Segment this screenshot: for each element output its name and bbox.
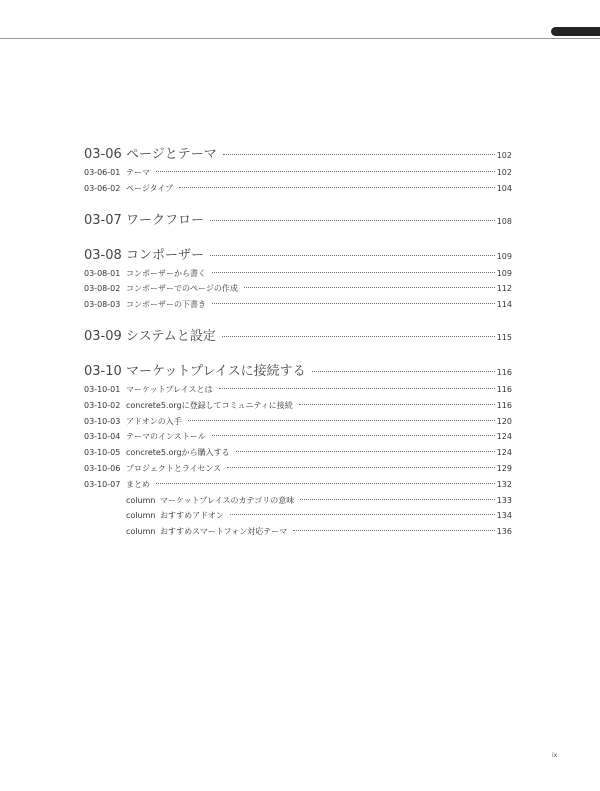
dot-leader — [210, 255, 495, 256]
entry-title: プロジェクトとライセンス — [126, 463, 222, 473]
entry-number: 03-08-02 — [84, 284, 121, 294]
toc-entry-03-10-01[interactable] — [84, 382, 512, 398]
toc-section-03-09[interactable] — [84, 326, 512, 347]
entry-title: おすすめスマートフォン対応テーマ — [160, 527, 288, 537]
dot-leader — [188, 420, 495, 421]
dot-leader — [223, 154, 495, 155]
toc-entry-03-10-03[interactable] — [84, 414, 512, 430]
page-number: 108 — [496, 216, 512, 226]
entry-title: アドオンの入手 — [126, 416, 182, 426]
dot-leader — [230, 514, 495, 515]
page-number: 134 — [496, 511, 512, 521]
page-folio: ix — [552, 752, 558, 759]
entry-title: おすすめアドオン — [160, 511, 224, 521]
entry-title: テーマ — [126, 168, 150, 177]
entry-number: 03-06-01 — [84, 168, 121, 177]
section-title: マーケットプレイスに接続する — [126, 363, 306, 379]
toc-section-03-06[interactable] — [84, 144, 512, 165]
dot-leader — [236, 451, 495, 452]
chapter-tab-marker — [551, 27, 600, 36]
dot-leader — [299, 404, 495, 405]
section-number: 03-07 — [84, 212, 122, 228]
toc-entry-03-08-02[interactable] — [84, 281, 512, 297]
entry-title: コンポーザーから書く — [126, 268, 206, 278]
entry-title: まとめ — [126, 479, 150, 489]
page-number: 115 — [496, 332, 512, 342]
page-number: 133 — [496, 495, 512, 505]
entry-title: マーケットプレイスのカテゴリの意味 — [160, 495, 295, 505]
section-number: 03-10 — [84, 363, 122, 379]
dot-leader — [212, 303, 495, 304]
toc-entry-03-08-01[interactable] — [84, 266, 512, 282]
page-number: 132 — [496, 479, 512, 489]
entry-number: 03-10-02 — [84, 400, 121, 410]
toc-entry-03-10-02[interactable] — [84, 398, 512, 414]
section-number: 03-08 — [84, 247, 122, 263]
entry-number: 03-10-07 — [84, 479, 121, 489]
entry-number: 03-08-03 — [84, 300, 121, 310]
page-number: 116 — [496, 400, 512, 410]
dot-leader — [156, 171, 495, 172]
page-number: 124 — [496, 432, 512, 442]
dot-leader — [212, 272, 495, 273]
dot-leader — [227, 467, 495, 468]
page-number: 136 — [496, 527, 512, 537]
entry-title: concrete5.orgに登録してコミュニティに接続 — [126, 400, 293, 410]
toc-column-entry[interactable] — [84, 524, 512, 540]
entry-number: 03-10-06 — [84, 463, 121, 473]
entry-number: 03-10-04 — [84, 432, 121, 442]
dot-leader — [244, 287, 495, 288]
dot-leader — [156, 483, 495, 484]
column-label: column — [126, 495, 156, 505]
column-label: column — [126, 511, 156, 521]
page-number: 109 — [496, 251, 512, 261]
entry-number: 03-10-03 — [84, 416, 121, 426]
dot-leader — [179, 187, 495, 188]
dot-leader — [212, 435, 495, 436]
toc-section-03-07[interactable] — [84, 210, 512, 231]
section-title: ワークフロー — [126, 212, 205, 228]
page-number: 129 — [496, 463, 512, 473]
header-rule — [0, 38, 600, 39]
dot-leader — [293, 530, 494, 531]
page-number: 116 — [496, 367, 512, 377]
toc-entry-03-10-07[interactable] — [84, 477, 512, 493]
toc-entry-03-10-05[interactable] — [84, 445, 512, 461]
toc-column-entry[interactable] — [84, 493, 512, 509]
entry-number: 03-06-02 — [84, 183, 121, 193]
entry-number: 03-10-05 — [84, 448, 121, 458]
dot-leader — [312, 371, 495, 372]
section-title: システムと設定 — [126, 328, 216, 344]
entry-title: コンポーザーでのページの作成 — [126, 284, 238, 294]
entry-title: テーマのインストール — [126, 432, 206, 442]
page-number: 124 — [496, 448, 512, 458]
toc-entry-03-06-02[interactable] — [84, 181, 512, 197]
section-number: 03-06 — [84, 147, 122, 162]
page-number: 102 — [496, 168, 512, 177]
dot-leader — [300, 499, 494, 500]
toc-entry-03-10-06[interactable] — [84, 461, 512, 477]
entry-title: concrete5.orgから購入する — [126, 448, 230, 458]
dot-leader — [210, 220, 495, 221]
section-title: ページとテーマ — [126, 147, 217, 162]
page-number: 120 — [496, 416, 512, 426]
section-title: コンポーザー — [126, 247, 205, 263]
toc-entry-03-08-03[interactable] — [84, 297, 512, 313]
page-number: 116 — [496, 384, 512, 394]
page-number: 112 — [496, 284, 512, 294]
entry-title: マーケットプレイスとは — [126, 384, 213, 394]
toc-entry-03-10-04[interactable] — [84, 429, 512, 445]
toc-section-03-08[interactable] — [84, 245, 512, 266]
toc-section-03-10[interactable] — [84, 361, 512, 382]
page-number: 109 — [496, 268, 512, 278]
section-number: 03-09 — [84, 328, 122, 344]
column-label: column — [126, 527, 156, 537]
entry-title: ページタイプ — [126, 183, 174, 193]
page-number: 104 — [496, 183, 512, 193]
dot-leader — [222, 336, 495, 337]
entry-number: 03-10-01 — [84, 384, 121, 394]
page-number: 114 — [496, 300, 512, 310]
page-number: 102 — [496, 151, 512, 160]
table-of-contents — [84, 144, 512, 540]
entry-title: コンポーザーの下書き — [126, 300, 206, 310]
toc-column-entry[interactable] — [84, 508, 512, 524]
toc-entry-03-06-01[interactable] — [84, 165, 512, 181]
entry-number: 03-08-01 — [84, 268, 121, 278]
dot-leader — [219, 388, 495, 389]
